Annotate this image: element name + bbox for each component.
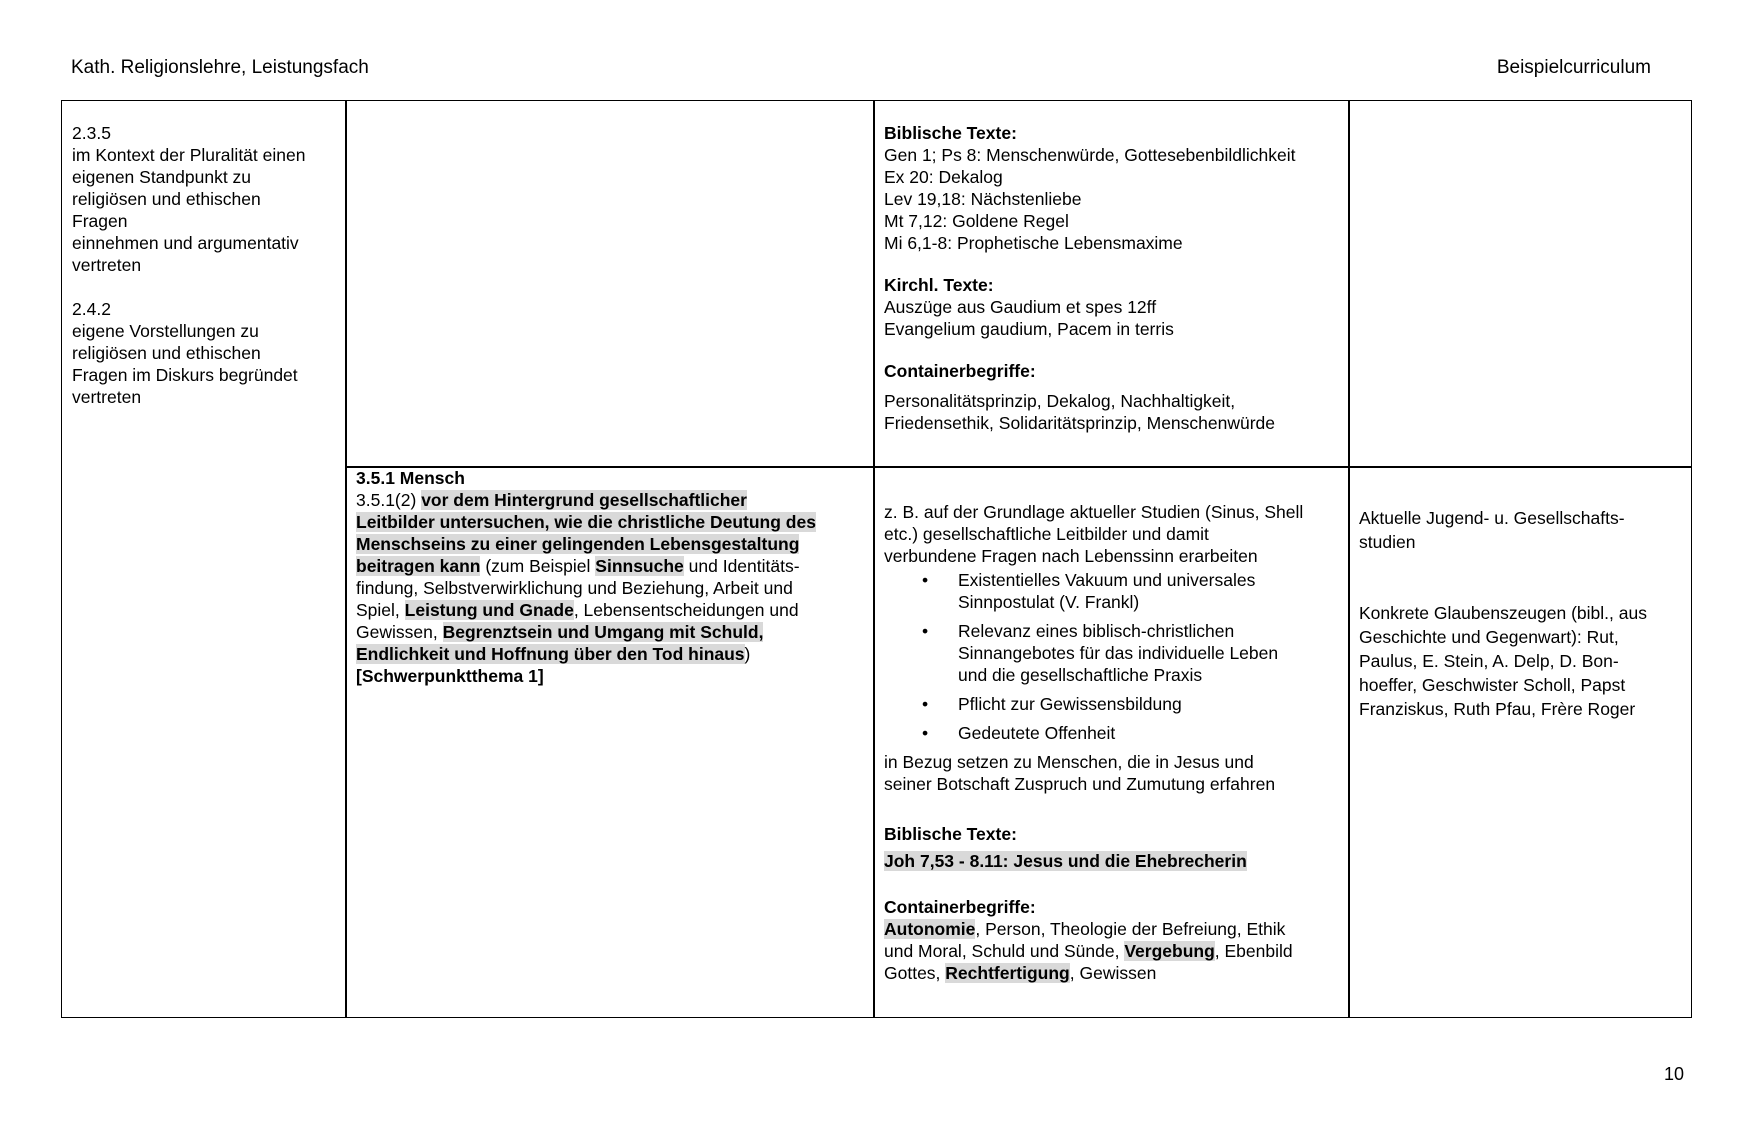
competence-text-line: einnehmen und argumentativ xyxy=(72,233,299,253)
materials-line: studien xyxy=(1359,532,1416,552)
topic-list xyxy=(884,569,1339,744)
highlighted-phrase: Menschseins zu einer gelingenden Lebensgestaltung xyxy=(356,534,800,554)
intro-line: etc.) gesellschaftliche Leitbilder und damit xyxy=(884,524,1209,544)
biblical-text-line: Ex 20: Dekalog xyxy=(884,167,1003,187)
competence-text-line: eigene Vorstellungen zu xyxy=(72,321,259,341)
competence-text-line: religiösen und ethischen xyxy=(72,343,261,363)
list-item: • Gedeutete Offenheit xyxy=(884,722,1339,744)
content-text: findung, Selbstverwirklichung und Beziehung, Arbeit und xyxy=(356,578,793,598)
biblical-texts-heading: Biblische Texte: xyxy=(884,123,1017,143)
container-terms-heading: Containerbegriffe: xyxy=(884,361,1036,381)
content-cell-empty xyxy=(345,100,875,468)
highlighted-term: Autonomie xyxy=(884,919,976,939)
container-terms-text: , Person, Theologie der Befreiung, Ethik xyxy=(975,919,1286,939)
competence-text-line: Fragen xyxy=(72,211,128,231)
highlighted-phrase: vor dem Hintergrund gesellschaftlicher xyxy=(421,490,747,510)
biblical-text-line: Mi 6,1-8: Prophetische Lebensmaxime xyxy=(884,233,1183,253)
highlighted-biblical-text: Joh 7,53 - 8.11: Jesus und die Ehebrecherin xyxy=(884,851,1247,871)
biblical-texts-heading: Biblische Texte: xyxy=(884,824,1017,844)
notes-cell xyxy=(873,100,1350,468)
highlighted-phrase: Begrenztsein und Umgang mit Schuld, xyxy=(442,622,764,642)
highlighted-phrase: Endlichkeit und Hoffnung über den Tod hinaus xyxy=(356,644,745,664)
section-title: 3.5.1 Mensch xyxy=(356,468,465,488)
biblical-text-line: Gen 1; Ps 8: Menschenwürde, Gottesebenbildlichkeit xyxy=(884,145,1296,165)
content-line xyxy=(356,489,864,511)
intro-line: verbundene Fragen nach Lebenssinn erarbeiten xyxy=(884,546,1258,566)
list-item: • Relevanz eines biblisch-christlichen Sinnangebotes für das individuelle Leben und die gesellschaftliche Praxis xyxy=(884,620,1339,686)
competence-cell xyxy=(61,100,347,1018)
container-terms-text: und Moral, Schuld und Sünde, xyxy=(884,941,1120,961)
standard-code: 3.5.1(2) xyxy=(356,490,417,510)
outro-line: seiner Botschaft Zuspruch und Zumutung erfahren xyxy=(884,774,1276,794)
highlighted-phrase: Leistung und Gnade xyxy=(404,600,574,620)
container-terms-line: Friedensethik, Solidaritätsprinzip, Menschenwürde xyxy=(884,413,1276,433)
materials-cell-empty xyxy=(1348,100,1692,468)
content-text: Gewissen, xyxy=(356,622,438,642)
highlighted-term: Vergebung xyxy=(1124,941,1215,961)
highlighted-phrase: Sinnsuche xyxy=(595,556,684,576)
competence-text-line: vertreten xyxy=(72,387,142,407)
content-cell xyxy=(345,466,875,1018)
competence-code: 2.3.5 xyxy=(72,123,111,143)
content-text: Spiel, xyxy=(356,600,400,620)
materials-cell xyxy=(1348,466,1692,1018)
materials-line: Aktuelle Jugend- u. Gesellschafts- xyxy=(1359,508,1625,528)
header-subject: Kath. Religionslehre, Leistungsfach xyxy=(71,57,369,78)
container-terms-line: Personalitätsprinzip, Dekalog, Nachhaltigkeit, xyxy=(884,391,1236,411)
biblical-text-line: Mt 7,12: Goldene Regel xyxy=(884,211,1069,231)
intro-line: z. B. auf der Grundlage aktueller Studien (Sinus, Shell xyxy=(884,502,1304,522)
container-terms-heading: Containerbegriffe: xyxy=(884,897,1036,917)
highlighted-phrase: beitragen kann xyxy=(356,556,481,576)
header-document-type: Beispielcurriculum xyxy=(1496,57,1651,78)
list-item: • Existentielles Vakuum und universales Sinnpostulat (V. Frankl) xyxy=(884,569,1339,613)
materials-line: Geschichte und Gegenwart): Rut, xyxy=(1359,627,1619,647)
highlighted-term: Rechtfertigung xyxy=(945,963,1070,983)
content-text: , Lebensentscheidungen und xyxy=(573,600,799,620)
materials-line: Paulus, E. Stein, A. Delp, D. Bon- xyxy=(1359,651,1619,671)
competence-text-line: im Kontext der Pluralität einen xyxy=(72,145,306,165)
page-number: 10 xyxy=(1663,1064,1684,1084)
container-terms-text: Gottes, xyxy=(884,963,941,983)
church-text-line: Auszüge aus Gaudium et spes 12ff xyxy=(884,297,1157,317)
content-text: und Identitäts- xyxy=(688,556,800,576)
church-texts-heading: Kirchl. Texte: xyxy=(884,275,994,295)
materials-line: Konkrete Glaubenszeugen (bibl., aus xyxy=(1359,603,1647,623)
materials-line: Franziskus, Ruth Pfau, Frère Roger xyxy=(1359,699,1636,719)
focus-topic-label: [Schwerpunktthema 1] xyxy=(356,666,544,686)
competence-code: 2.4.2 xyxy=(72,299,111,319)
notes-cell xyxy=(873,466,1350,1018)
biblical-text-line: Lev 19,18: Nächstenliebe xyxy=(884,189,1082,209)
content-text: (zum Beispiel xyxy=(485,556,591,576)
list-item: • Pflicht zur Gewissensbildung xyxy=(884,693,1339,715)
competence-text-line: eigenen Standpunkt zu xyxy=(72,167,252,187)
container-terms-text: , Gewissen xyxy=(1069,963,1157,983)
competence-text-line: vertreten xyxy=(72,255,142,275)
competence-text-line: Fragen im Diskurs begründet xyxy=(72,365,298,385)
competence-text-line: religiösen und ethischen xyxy=(72,189,261,209)
outro-line: in Bezug setzen zu Menschen, die in Jesus und xyxy=(884,752,1254,772)
container-terms-text: , Ebenbild xyxy=(1214,941,1293,961)
church-text-line: Evangelium gaudium, Pacem in terris xyxy=(884,319,1174,339)
highlighted-phrase: Leitbilder untersuchen, wie die christliche Deutung des xyxy=(356,512,816,532)
content-text: ) xyxy=(744,644,751,664)
materials-line: hoeffer, Geschwister Scholl, Papst xyxy=(1359,675,1626,695)
